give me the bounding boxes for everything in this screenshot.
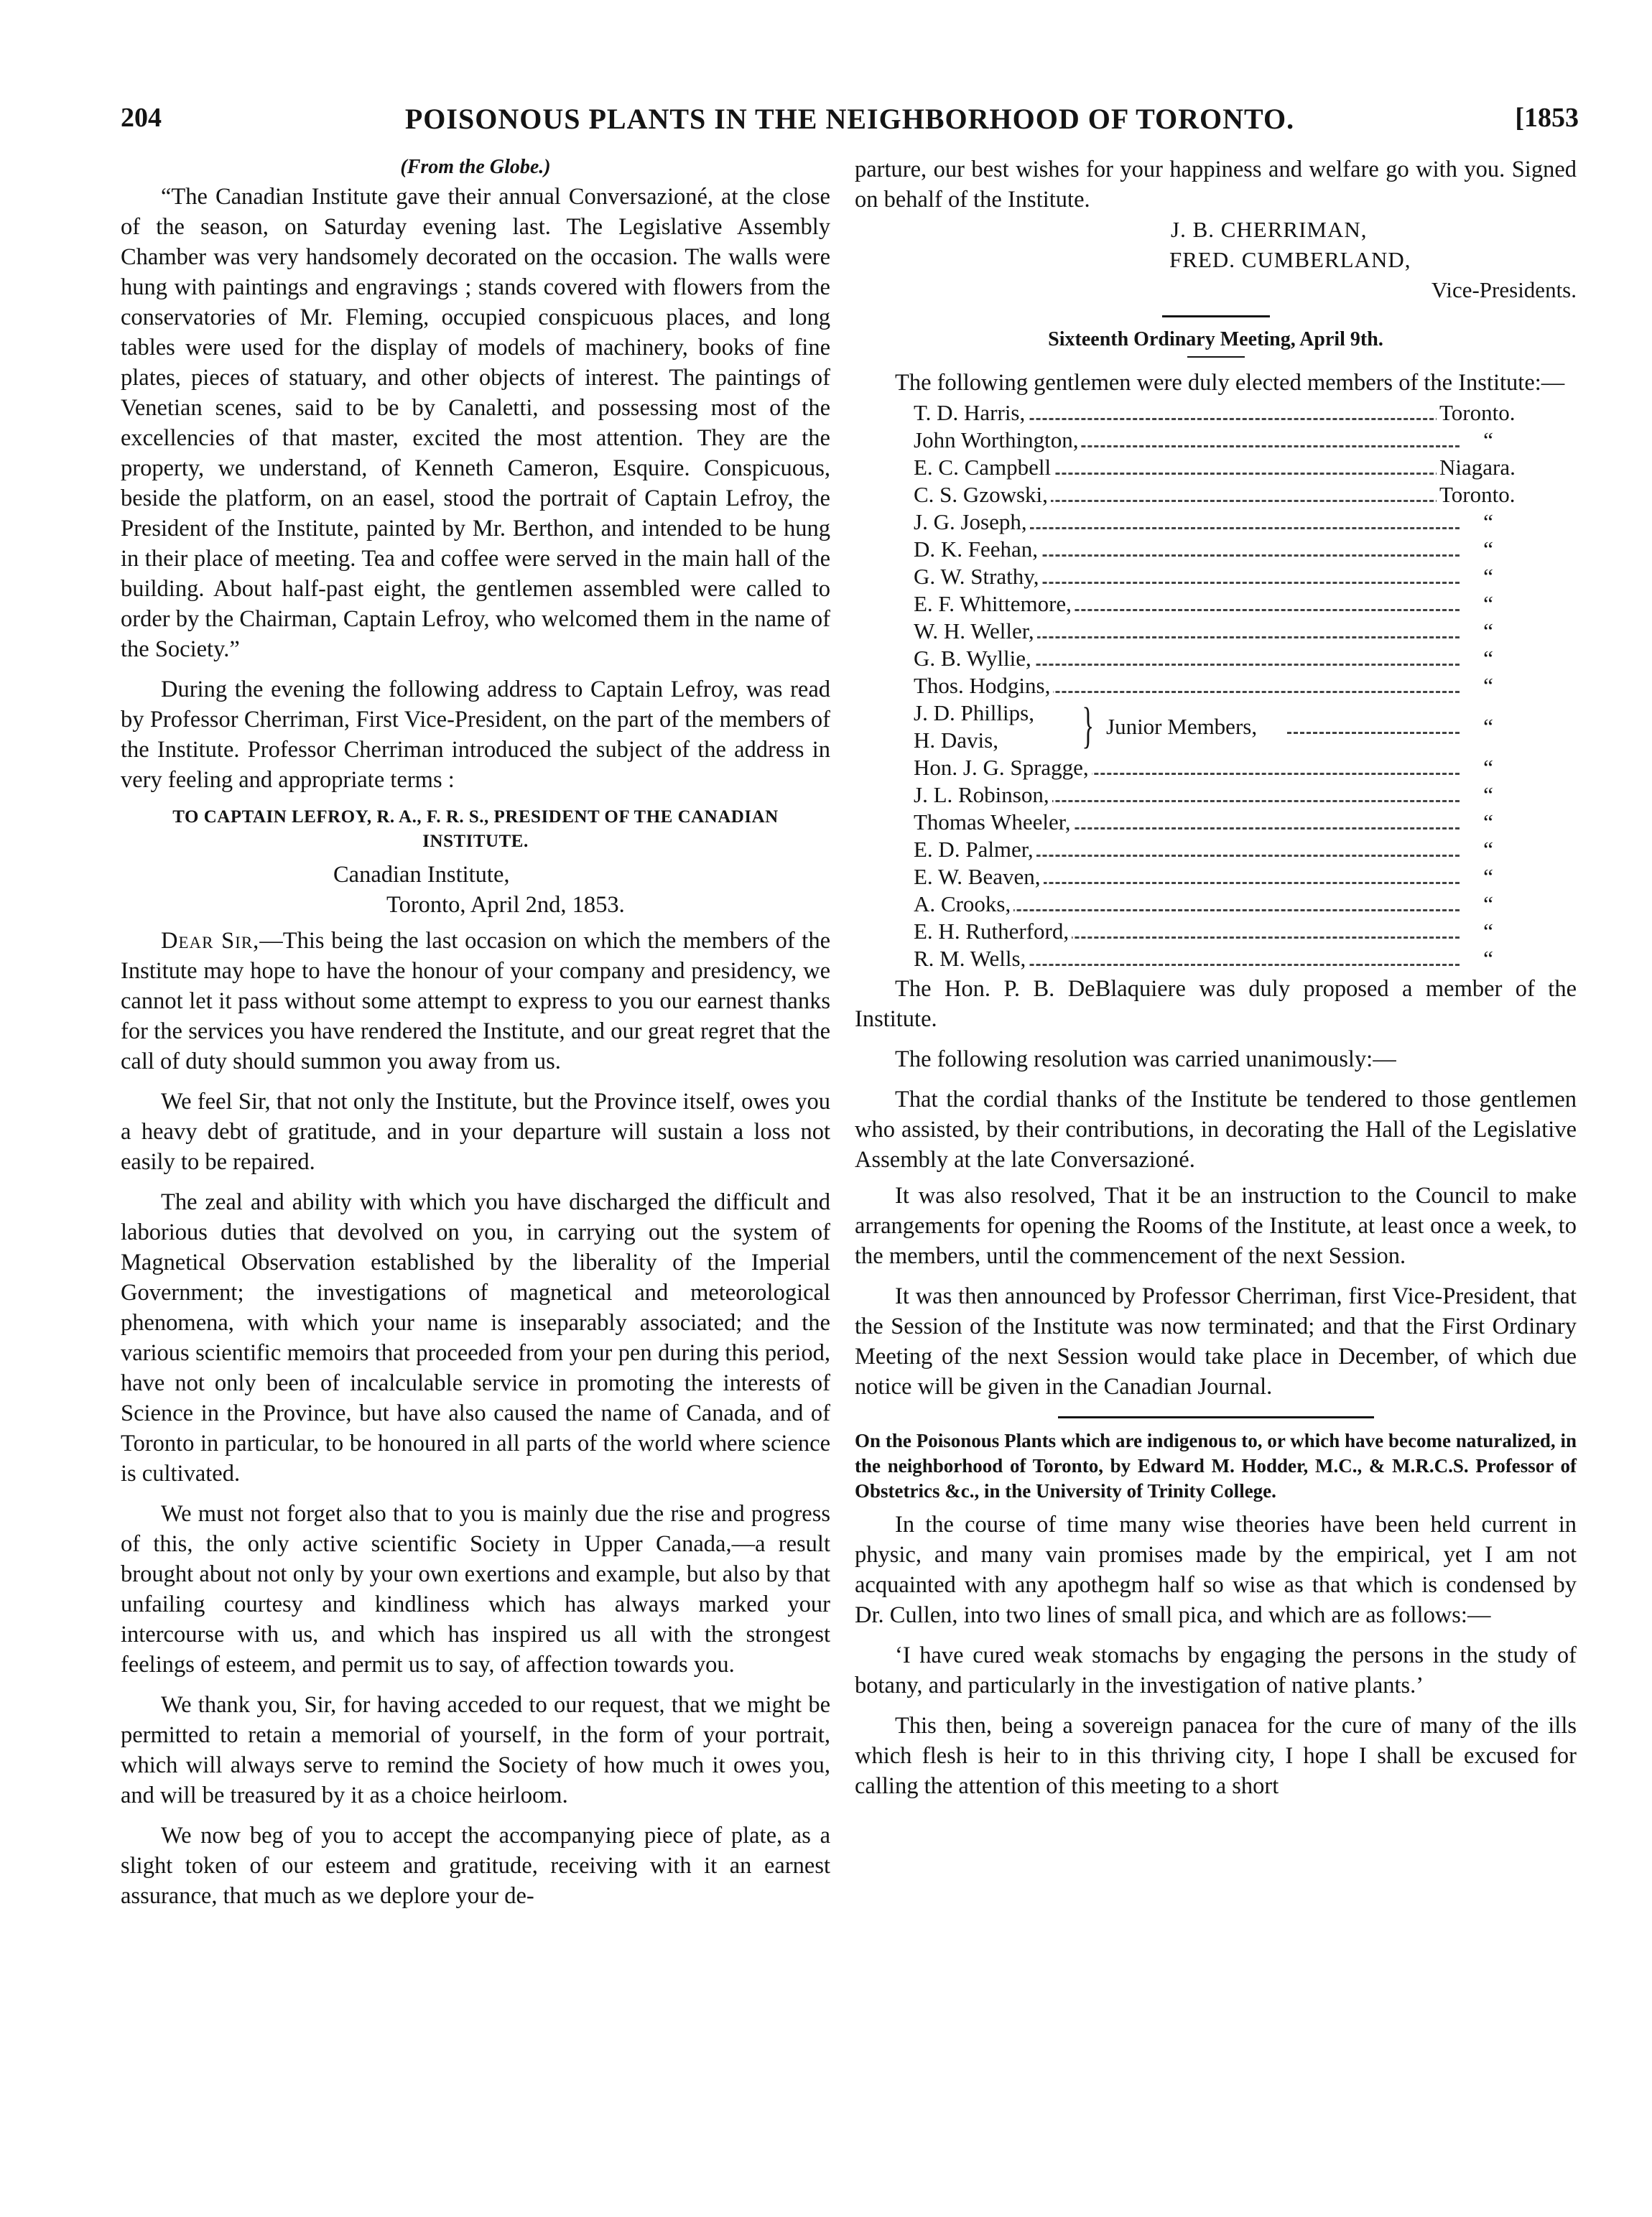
member-name: H. Davis, <box>914 728 998 753</box>
member-row <box>914 918 1524 945</box>
member-row <box>914 508 1524 536</box>
member-row <box>914 645 1524 672</box>
member-row <box>914 618 1524 645</box>
ditto-mark: “ <box>1483 673 1493 698</box>
member-name: E. F. Whittemore, <box>914 590 1075 618</box>
paragraph: “The Canadian Institute gave their annual Conversazioné, at the close of the season, on Saturday evening last. The Legislative Assembly Chamber was very handsomely decorated on the occasion. The walls were hung with paintings and engravings ; stands covered with flowers from the conservatories of Mr. Fleming, occupied conspicuous places, and long tables were used for the display of models of machinery, books of fine plates, pieces of statuary, and other objects of interest. The paintings of Venetian scenes, said to be by Canaletti, and possessing most of the excellencies of that master, excited the most attention. They are the property, we understand, of Kenneth Cameron, Esquire. Conspicuous, beside the platform, on an easel, stood the portrait of Captain Lefroy, the President of the Institute, painted by Mr. Berthon, and intended to be hung in their place of meeting. Tea and coffee were served in the main hall of the building. About half-past eight, the gentlemen assembled were called to order by the Chairman, Captain Lefroy, who welcomed them in the name of the Society.” <box>121 184 830 662</box>
paragraph: The following gentlemen were duly elected members of the Institute:— <box>895 370 1565 396</box>
member-name: J. L. Robinson, <box>914 781 1052 809</box>
paragraph: parture, our best wishes for your happiness and welfare go with you. Signed on behalf of the Institute. <box>855 157 1577 213</box>
paragraph: It was then announced by Professor Cherriman, first Vice-President, that the Session of the Institute was now terminated; and that the First Ordinary Meeting of the next Session would take place in December, of which due notice will be given in the Canadian Journal. <box>855 1283 1577 1400</box>
salutation: Dear Sir, <box>161 928 260 954</box>
paragraph: The zeal and ability with which you have discharged the difficult and laborious duties that devolved on you, in carrying out the system of Magnetical Observation established by the liberality of the Imperial Government; the investigations of magnetical and meteorological phenomena, with which your name is inseparably associated; and the various scientific memoirs that proceeded from your pen during this period, have not only been of incalculable service in promoting the interests of Science in the Province, but have also caused the name of Canada, and of Toronto in particular, to be honoured in all parts of the world where science is cultivated. <box>121 1189 830 1487</box>
address-place: Canadian Institute, <box>333 862 510 888</box>
ditto-mark: “ <box>1483 564 1493 589</box>
member-row <box>914 863 1524 891</box>
member-name: D. K. Feehan, <box>914 536 1041 563</box>
paper-heading: On the Poisonous Plants which are indigenous to, or which have become naturalized, in the neighborhood of Toronto, by Edward M. Hodder, M.C., & M.R.C.S. Professor of Obstetrics &c., in the University of Trinity College. <box>855 1430 1577 1502</box>
dot-leader <box>1287 713 1460 734</box>
member-name: J. G. Joseph, <box>914 508 1030 536</box>
ditto-mark: “ <box>1483 946 1493 971</box>
address-date: Toronto, April 2nd, 1853. <box>386 892 625 918</box>
member-name: R. M. Wells, <box>914 945 1029 972</box>
ditto-mark: “ <box>1483 618 1493 643</box>
ditto-mark: “ <box>1483 809 1493 835</box>
address-heading: TO CAPTAIN LEFROY, R. A., F. R. S., PRESIDENT OF THE CANADIAN INSTITUTE. <box>172 807 779 851</box>
member-row <box>914 590 1524 618</box>
member-name: E. W. Beaven, <box>914 863 1044 891</box>
member-row <box>914 836 1524 863</box>
member-name: A. Crooks, <box>914 891 1013 918</box>
ditto-mark: “ <box>1483 891 1493 916</box>
member-row <box>914 454 1524 481</box>
member-row <box>914 399 1524 427</box>
ditto-mark: “ <box>1483 864 1493 889</box>
member-town: Toronto. <box>1437 399 1524 427</box>
source-note: (From the Globe.) <box>400 156 551 178</box>
ditto-mark: “ <box>1483 427 1493 452</box>
paragraph: We thank you, Sir, for having acceded to our request, that we might be permitted to retain a memorial of yourself, in the form of your portrait, which will always serve to remind the Society of how much it owes you, and will be treasured by it as a choice heirloom. <box>121 1692 830 1808</box>
member-name: T. D. Harris, <box>914 399 1028 427</box>
member-name: Thos. Hodgins, <box>914 672 1053 700</box>
member-row <box>914 754 1524 781</box>
running-title: POISONOUS PLANTS IN THE NEIGHBORHOOD OF TORONTO. <box>404 103 1295 135</box>
ditto-mark: “ <box>1483 646 1493 671</box>
paragraph: The following resolution was carried unanimously:— <box>895 1046 1396 1072</box>
ditto-mark: “ <box>1483 919 1493 944</box>
member-name: C. S. Gzowski, <box>914 481 1051 508</box>
member-row <box>914 481 1524 508</box>
section-rule <box>1162 315 1270 317</box>
paragraph: We now beg of you to accept the accompanying piece of plate, as a slight token of our esteem and gratitude, receiving with it an earnest assurance, that much as we deplore your de- <box>121 1823 830 1909</box>
junior-members <box>914 700 1524 754</box>
member-name: E. C. Campbell <box>914 454 1054 481</box>
paragraph: Dear Sir,—This being the last occasion on which the members of the Institute may hope to have the honour of your company and presidency, we cannot let it pass without some attempt to express to you our earnest thanks for the services you have rendered the Institute, and our great regret that the call of duty should summon you away from us. <box>121 928 831 1074</box>
paragraph: In the course of time many wise theories have been held current in physic, and many vain promises made by the empirical, yet I am not acquainted with any apothegm half so wise as that which is condensed by Dr. Cullen, into two lines of small pica, and which are as follows:— <box>855 1512 1577 1628</box>
page-number: 204 <box>121 103 162 133</box>
paragraph: We feel Sir, that not only the Institute, but the Province itself, owes you a heavy debt of gratitude, and in your departure will sustain a loss not easily to be repaired. <box>121 1089 830 1175</box>
member-row <box>914 945 1524 972</box>
ditto-mark: “ <box>1483 755 1493 780</box>
paragraph: It was also resolved, That it be an instruction to the Council to make arrangements for opening the Rooms of the Institute, at least once a week, to the members, until the commencement of the next Session. <box>855 1183 1577 1269</box>
member-list <box>914 399 1524 972</box>
paragraph: That the cordial thanks of the Institute be tendered to those gentlemen who assisted, by their contributions, in decorating the Hall of the Legislative Assembly at the late Conversazioné. <box>855 1087 1577 1173</box>
member-name: Hon. J. G. Spragge, <box>914 754 1092 781</box>
member-row <box>914 891 1524 918</box>
member-name: E. D. Palmer, <box>914 836 1036 863</box>
member-town: Niagara. <box>1437 454 1524 481</box>
right-column <box>855 154 1577 1801</box>
ditto-mark: “ <box>1483 782 1493 807</box>
member-row <box>914 427 1524 454</box>
section-rule <box>1058 1416 1374 1418</box>
ditto-mark: “ <box>1483 837 1493 862</box>
brace-glyph: } <box>1082 698 1095 753</box>
paragraph: We must not forget also that to you is mainly due the rise and progress of this, the only active scientific Society in Upper Canada,—a result brought about not only by your own exertions and example, but also by that unfailing courtesy and kindliness which has always marked your intercourse with us, and which has inspired us all with the strongest feelings of esteem, and permit us to say, of affection towards you. <box>121 1501 830 1678</box>
member-name: W. H. Weller, <box>914 618 1037 645</box>
member-row <box>914 672 1524 700</box>
member-name: J. D. Phillips, <box>914 700 1034 725</box>
member-row <box>914 563 1524 590</box>
member-name: G. B. Wyllie, <box>914 645 1034 672</box>
member-name: Thomas Wheeler, <box>914 809 1074 836</box>
ditto-mark: “ <box>1483 714 1493 739</box>
member-name: E. H. Rutherford, <box>914 918 1072 945</box>
junior-label: Junior Members, <box>1106 714 1258 739</box>
running-head <box>121 102 1579 145</box>
member-row <box>914 536 1524 563</box>
quotation: ‘I have cured weak stomachs by engaging the persons in the study of botany, and particularly in the investigation of native plants.’ <box>855 1642 1577 1698</box>
member-town: Toronto. <box>1437 481 1524 508</box>
left-column <box>121 154 830 1911</box>
ditto-mark: “ <box>1483 536 1493 562</box>
signer: J. B. CHERRIMAN, <box>1171 217 1368 242</box>
signer: FRED. CUMBERLAND, <box>1169 247 1411 272</box>
signer-role: Vice-Presidents. <box>1431 277 1577 302</box>
member-name: G. W. Strathy, <box>914 563 1042 590</box>
running-year: [1853 <box>1515 103 1579 133</box>
member-row <box>914 809 1524 836</box>
ditto-mark: “ <box>1483 509 1493 534</box>
section-rule <box>1187 356 1245 358</box>
paragraph: During the evening the following address to Captain Lefroy, was read by Professor Cherriman, First Vice-President, on the part of the members of the Institute. Professor Cherriman introduced the subject of the address in very feeling and appropriate terms : <box>121 677 830 793</box>
member-row <box>914 781 1524 809</box>
member-name: John Worthington, <box>914 427 1081 454</box>
paragraph: This then, being a sovereign panacea for the cure of many of the ills which flesh is heir to in this thriving city, I hope I shall be excused for calling the attention of this meeting to a short <box>855 1713 1577 1799</box>
meeting-heading: Sixteenth Ordinary Meeting, April 9th. <box>1048 328 1383 350</box>
ditto-mark: “ <box>1483 591 1493 616</box>
paragraph: The Hon. P. B. DeBlaquiere was duly proposed a member of the Institute. <box>855 976 1577 1032</box>
